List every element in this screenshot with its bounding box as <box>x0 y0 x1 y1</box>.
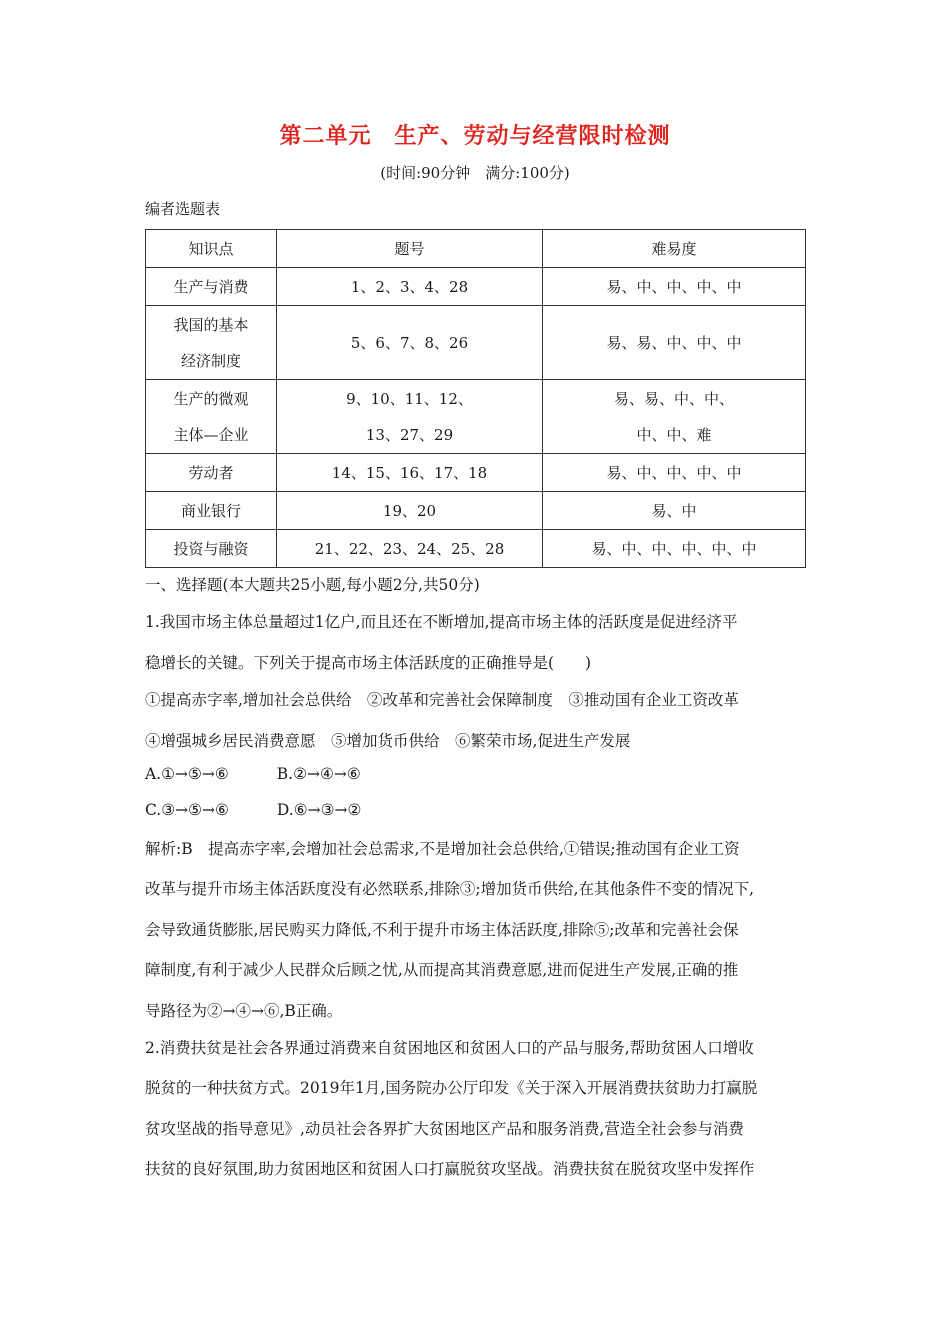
cell-text: 易、中、中、中、中 <box>606 463 742 482</box>
cell-difficulty <box>543 306 806 380</box>
document-title: 第二单元 生产、劳动与经营限时检测 <box>279 124 671 149</box>
cell-text: 易、中、中、中、中、中 <box>591 539 757 558</box>
question-1-stem-line: 稳增长的关键。下列关于提高市场主体活跃度的正确推导是( ) <box>145 654 592 672</box>
cell-text: 生产的微观 <box>173 389 249 408</box>
cell-text: 主体—企业 <box>173 425 249 444</box>
cell-topic <box>146 492 277 530</box>
cell-topic <box>146 530 277 568</box>
question-1-items: ④增强城乡居民消费意愿 ⑤增加货币供给 ⑥繁荣市场,促进生产发展 <box>145 732 631 750</box>
cell-text: 投资与融资 <box>173 539 249 558</box>
cell-topic <box>146 268 277 306</box>
table-caption: 编者选题表 <box>145 200 221 218</box>
header-question-numbers: 题号 <box>277 230 543 268</box>
table-row <box>146 492 806 530</box>
question-1-analysis-line: 改革与提升市场主体活跃度没有必然联系,排除③;增加货币供给,在其他条件不变的情况下, <box>145 880 755 898</box>
question-1-options-cd <box>145 801 361 819</box>
cell-text: 易、中 <box>651 501 697 520</box>
cell-topic <box>146 306 277 380</box>
question-2-stem-line: 2.消费扶贫是社会各界通过消费来自贫困地区和贫困人口的产品与服务,帮助贫困人口增收 <box>145 1039 754 1057</box>
option-d[interactable]: D.⑥→③→② <box>276 801 362 819</box>
table-row <box>146 454 806 492</box>
cell-difficulty <box>543 454 806 492</box>
cell-text: 9、10、11、12、 <box>346 389 473 408</box>
question-1-items: ①提高赤字率,增加社会总供给 ②改革和完善社会保障制度 ③推动国有企业工资改革 <box>145 691 739 709</box>
cell-difficulty <box>543 492 806 530</box>
question-1-analysis-line: 导路径为②→④→⑥,B正确。 <box>145 1002 343 1020</box>
cell-difficulty <box>543 380 806 454</box>
table-row <box>146 380 806 454</box>
cell-text: 商业银行 <box>180 501 241 520</box>
cell-text: 经济制度 <box>180 351 241 370</box>
table-row <box>146 268 806 306</box>
section-heading: 一、选择题(本大题共25小题,每小题2分,共50分) <box>145 576 480 594</box>
header-difficulty: 难易度 <box>543 230 806 268</box>
question-2-stem-line: 扶贫的良好氛围,助力贫困地区和贫困人口打赢脱贫攻坚战。消费扶贫在脱贫攻坚中发挥作 <box>145 1160 755 1178</box>
cell-text: 13、27、29 <box>365 425 454 444</box>
question-2-stem-line: 脱贫的一种扶贫方式。2019年1月,国务院办公厅印发《关于深入开展消费扶贫助力打赢脱 <box>145 1079 758 1097</box>
cell-text: 劳动者 <box>188 463 234 482</box>
cell-text: 19、20 <box>382 501 437 520</box>
cell-questions <box>277 306 543 380</box>
cell-text: 易、易、中、中、中 <box>606 333 742 352</box>
cell-topic <box>146 454 277 492</box>
cell-questions <box>277 530 543 568</box>
cell-text: 生产与消费 <box>173 277 249 296</box>
cell-difficulty <box>543 268 806 306</box>
question-1-analysis-line: 障制度,有利于减少人民群众后顾之忧,从而提高其消费意愿,进而促进生产发展,正确的推 <box>145 961 739 979</box>
cell-text: 中、中、难 <box>636 425 712 444</box>
table-row <box>146 306 806 380</box>
cell-text: 14、15、16、17、18 <box>331 463 488 482</box>
option-b[interactable]: B.②→④→⑥ <box>276 765 361 783</box>
question-2-stem-line: 贫攻坚战的指导意见》,动员社会各界扩大贫困地区产品和服务消费,营造全社会参与消费 <box>145 1120 744 1138</box>
exam-time-and-score: (时间:90分钟 满分:100分) <box>380 164 570 182</box>
cell-text: 1、2、3、4、28 <box>350 277 469 296</box>
question-1-options-ab <box>145 765 361 783</box>
question-1-analysis-line: 解析:B 提高赤字率,会增加社会总需求,不是增加社会总供给,①错误;推动国有企业工资 <box>145 840 740 858</box>
cell-text: 易、中、中、中、中 <box>606 277 742 296</box>
cell-questions <box>277 268 543 306</box>
question-selection-table <box>145 229 806 568</box>
cell-difficulty <box>543 530 806 568</box>
table-header-row <box>146 230 806 268</box>
cell-text: 21、22、23、24、25、28 <box>314 539 505 558</box>
cell-questions <box>277 380 543 454</box>
cell-text: 5、6、7、8、26 <box>350 333 469 352</box>
header-knowledge-point: 知识点 <box>146 230 277 268</box>
question-1-analysis-line: 会导致通货膨胀,居民购买力降低,不利于提升市场主体活跃度,排除⑤;改革和完善社会保 <box>145 921 739 939</box>
option-a[interactable]: A.①→⑤→⑥ <box>145 765 229 783</box>
cell-questions <box>277 492 543 530</box>
question-1-stem-line: 1.我国市场主体总量超过1亿户,而且还在不断增加,提高市场主体的活跃度是促进经济平 <box>145 613 738 631</box>
cell-topic <box>146 380 277 454</box>
cell-text: 易、易、中、中、 <box>613 389 734 408</box>
cell-text: 我国的基本 <box>173 315 249 334</box>
option-c[interactable]: C.③→⑤→⑥ <box>145 801 229 819</box>
table-row <box>146 530 806 568</box>
cell-questions <box>277 454 543 492</box>
